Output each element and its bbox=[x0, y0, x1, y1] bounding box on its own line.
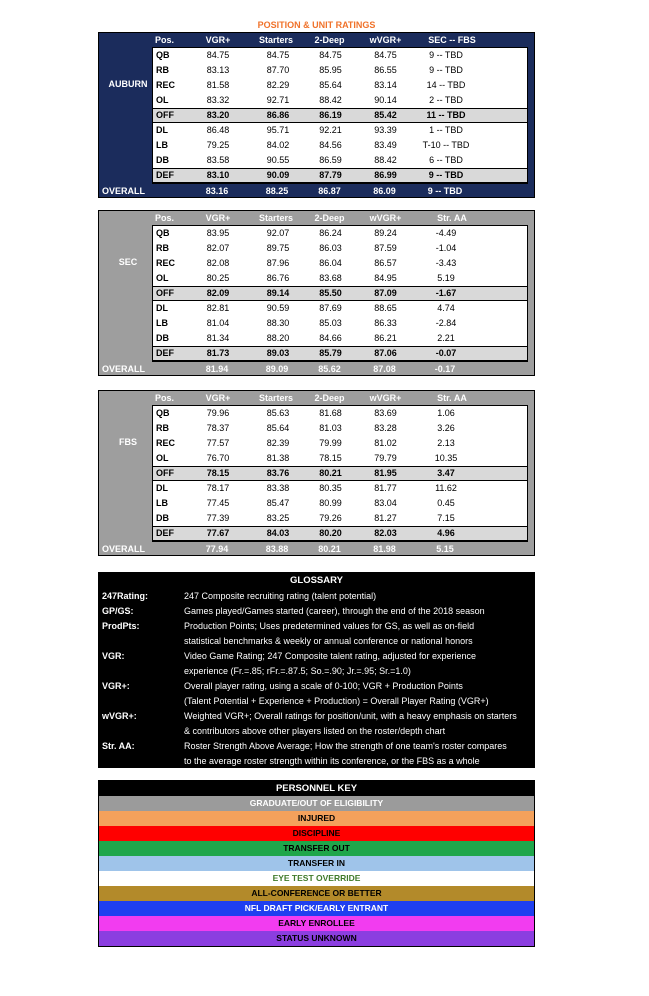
rating-cell: 1 -- TBD bbox=[429, 125, 463, 135]
position-label: RB bbox=[156, 243, 169, 253]
rating-cell: 0.45 bbox=[437, 498, 455, 508]
glossary-definition: statistical benchmarks & weekly or annual conference or national honors bbox=[184, 636, 473, 646]
rating-cell: 83.58 bbox=[206, 155, 230, 165]
personnel-key-item: GRADUATE/OUT OF ELIGIBILITY bbox=[99, 796, 534, 811]
rating-cell: 83.10 bbox=[206, 170, 230, 180]
rating-cell: 84.56 bbox=[319, 140, 342, 150]
rating-cell: 83.68 bbox=[319, 273, 342, 283]
rating-cell: 82.08 bbox=[206, 258, 230, 268]
sec-header-2: Starters bbox=[258, 213, 294, 223]
auburn-position-row bbox=[153, 93, 527, 108]
rating-cell: 85.63 bbox=[266, 408, 290, 418]
rating-cell: 79.99 bbox=[319, 438, 342, 448]
fbs-position-row bbox=[153, 496, 527, 511]
overall-cell: 80.21 bbox=[318, 544, 341, 554]
position-label: LB bbox=[156, 318, 168, 328]
glossary-term: wVGR+: bbox=[102, 711, 137, 721]
glossary-term: Str. AA: bbox=[102, 741, 135, 751]
glossary-definition: experience (Fr.=.85; rFr.=.87.5; So.=.90; Jr.=.95; Sr.=1.0) bbox=[184, 666, 411, 676]
rating-cell: 3.47 bbox=[437, 468, 455, 478]
auburn-position-row bbox=[153, 123, 527, 138]
auburn-position-row bbox=[153, 63, 527, 78]
rating-cell: 87.70 bbox=[266, 65, 290, 75]
rating-cell: 86.21 bbox=[374, 333, 397, 343]
rating-cell: 92.71 bbox=[266, 95, 290, 105]
fbs-header-5: Str. AA bbox=[437, 393, 467, 403]
rating-cell: 84.66 bbox=[319, 333, 342, 343]
auburn-subtotal-row bbox=[153, 108, 527, 123]
position-label: OFF bbox=[156, 288, 174, 298]
rating-cell: 85.95 bbox=[319, 65, 342, 75]
auburn-unit-table bbox=[152, 47, 528, 184]
rating-cell: 78.17 bbox=[206, 483, 230, 493]
overall-label: OVERALL bbox=[102, 186, 146, 196]
overall-label: OVERALL bbox=[102, 544, 146, 554]
glossary-definition: Weighted VGR+; Overall ratings for position/unit, with a heavy emphasis on starters bbox=[184, 711, 517, 721]
overall-cell: 83.88 bbox=[265, 544, 289, 554]
position-label: OL bbox=[156, 273, 169, 283]
rating-cell: 1.06 bbox=[437, 408, 455, 418]
overall-cell: 89.09 bbox=[265, 364, 289, 374]
overall-cell: 86.09 bbox=[373, 186, 396, 196]
auburn-ratings-panel bbox=[98, 32, 535, 198]
fbs-position-row bbox=[153, 436, 527, 451]
rating-cell: 81.95 bbox=[374, 468, 397, 478]
rating-cell: 80.21 bbox=[319, 468, 342, 478]
rating-cell: 88.30 bbox=[266, 318, 290, 328]
rating-cell: 77.45 bbox=[206, 498, 230, 508]
rating-cell: 6 -- TBD bbox=[429, 155, 463, 165]
rating-cell: 81.04 bbox=[206, 318, 230, 328]
auburn-header-0: Pos. bbox=[155, 35, 175, 45]
auburn-header-5: SEC -- FBS bbox=[428, 35, 476, 45]
personnel-key-item: TRANSFER IN bbox=[99, 856, 534, 871]
rating-cell: 90.55 bbox=[266, 155, 290, 165]
position-label: REC bbox=[156, 438, 176, 448]
sec-unit-table bbox=[152, 225, 528, 362]
rating-cell: -1.04 bbox=[435, 243, 457, 253]
rating-cell: 86.03 bbox=[319, 243, 342, 253]
glossary-definition: Video Game Rating; 247 Composite talent rating, adjusted for experience bbox=[184, 651, 477, 661]
position-label: LB bbox=[156, 140, 168, 150]
overall-cell: 83.16 bbox=[205, 186, 229, 196]
sec-subtotal-row bbox=[153, 286, 527, 301]
rating-cell: 89.03 bbox=[266, 348, 290, 358]
rating-cell: 81.34 bbox=[206, 333, 230, 343]
rating-cell: 81.38 bbox=[266, 453, 290, 463]
rating-cell: 9 -- TBD bbox=[429, 50, 463, 60]
sec-header-0: Pos. bbox=[155, 213, 175, 223]
sec-position-row bbox=[153, 331, 527, 346]
rating-cell: 83.04 bbox=[374, 498, 397, 508]
position-label: DEF bbox=[156, 348, 174, 358]
rating-cell: 9 -- TBD bbox=[429, 65, 463, 75]
rating-cell: 83.20 bbox=[206, 110, 230, 120]
fbs-position-row bbox=[153, 511, 527, 526]
auburn-header-3: 2-Deep bbox=[314, 35, 345, 45]
rating-cell: 81.68 bbox=[319, 408, 342, 418]
personnel-key-item: EARLY ENROLLEE bbox=[99, 916, 534, 931]
rating-cell: 83.38 bbox=[266, 483, 290, 493]
auburn-team-label: AUBURN bbox=[108, 79, 148, 89]
rating-cell: 88.20 bbox=[266, 333, 290, 343]
rating-cell: 3.26 bbox=[437, 423, 455, 433]
rating-cell: 83.25 bbox=[266, 513, 290, 523]
overall-cell: 87.08 bbox=[373, 364, 396, 374]
glossary-definition: & contributors above other players listed on the roster/depth chart bbox=[184, 726, 446, 736]
sec-position-row bbox=[153, 316, 527, 331]
glossary-definition: 247 Composite recruiting rating (talent potential) bbox=[184, 591, 377, 601]
rating-cell: 85.42 bbox=[374, 110, 397, 120]
fbs-header-4: wVGR+ bbox=[369, 393, 402, 403]
rating-cell: 84.02 bbox=[266, 140, 290, 150]
rating-cell: T-10 -- TBD bbox=[422, 140, 470, 150]
rating-cell: 87.09 bbox=[374, 288, 397, 298]
rating-cell: 84.75 bbox=[374, 50, 397, 60]
rating-cell: 80.25 bbox=[206, 273, 230, 283]
rating-cell: 82.29 bbox=[266, 80, 290, 90]
glossary-panel bbox=[98, 572, 535, 768]
glossary-definition: (Talent Potential + Experience + Production) = Overall Player Rating (VGR+) bbox=[184, 696, 489, 706]
position-label: OL bbox=[156, 95, 169, 105]
rating-cell: 78.15 bbox=[206, 468, 230, 478]
rating-cell: 95.71 bbox=[266, 125, 290, 135]
auburn-position-row bbox=[153, 48, 527, 63]
position-label: DEF bbox=[156, 170, 174, 180]
rating-cell: -2.84 bbox=[435, 318, 457, 328]
rating-cell: 87.59 bbox=[374, 243, 397, 253]
rating-cell: 79.96 bbox=[206, 408, 230, 418]
rating-cell: 80.99 bbox=[319, 498, 342, 508]
sec-position-row bbox=[153, 241, 527, 256]
rating-cell: 4.74 bbox=[437, 303, 455, 313]
fbs-header-2: Starters bbox=[258, 393, 294, 403]
glossary-definition: Roster Strength Above Average; How the strength of one team's roster compares bbox=[184, 741, 507, 751]
rating-cell: 84.95 bbox=[374, 273, 397, 283]
personnel-key-item: INJURED bbox=[99, 811, 534, 826]
rating-cell: 78.15 bbox=[319, 453, 342, 463]
rating-cell: 83.28 bbox=[374, 423, 397, 433]
glossary-definition: Games played/Games started (career), through the end of the 2018 season bbox=[184, 606, 485, 616]
position-label: OFF bbox=[156, 110, 174, 120]
personnel-key-title: PERSONNEL KEY bbox=[275, 783, 358, 794]
rating-cell: 90.09 bbox=[266, 170, 290, 180]
rating-cell: 81.03 bbox=[319, 423, 342, 433]
rating-cell: 76.70 bbox=[206, 453, 230, 463]
rating-cell: 81.02 bbox=[374, 438, 397, 448]
position-label: QB bbox=[156, 408, 170, 418]
personnel-key-panel bbox=[98, 780, 535, 947]
fbs-position-row bbox=[153, 451, 527, 466]
rating-cell: 89.14 bbox=[266, 288, 290, 298]
rating-cell: 2 -- TBD bbox=[429, 95, 463, 105]
rating-cell: 79.79 bbox=[374, 453, 397, 463]
position-label: RB bbox=[156, 65, 169, 75]
overall-cell: 88.25 bbox=[265, 186, 289, 196]
rating-cell: 77.57 bbox=[206, 438, 230, 448]
rating-cell: 7.15 bbox=[437, 513, 455, 523]
rating-cell: 85.03 bbox=[319, 318, 342, 328]
overall-cell: 86.87 bbox=[318, 186, 341, 196]
position-label: DB bbox=[156, 333, 169, 343]
rating-cell: 85.79 bbox=[319, 348, 342, 358]
rating-cell: 83.13 bbox=[206, 65, 230, 75]
auburn-header-2: Starters bbox=[258, 35, 294, 45]
glossary-definition: to the average roster strength within its conference, or the FBS as a whole bbox=[184, 756, 480, 766]
personnel-key-item: DISCIPLINE bbox=[99, 826, 534, 841]
rating-cell: 87.06 bbox=[374, 348, 397, 358]
rating-cell: 14 -- TBD bbox=[426, 80, 466, 90]
overall-cell: 77.94 bbox=[205, 544, 229, 554]
rating-cell: 81.77 bbox=[374, 483, 397, 493]
auburn-header-row bbox=[99, 35, 534, 46]
fbs-header-3: 2-Deep bbox=[314, 393, 345, 403]
rating-cell: 86.04 bbox=[319, 258, 342, 268]
sec-subtotal-row bbox=[153, 346, 527, 361]
rating-cell: 85.64 bbox=[319, 80, 342, 90]
rating-cell: 88.42 bbox=[374, 155, 397, 165]
position-label: OL bbox=[156, 453, 169, 463]
glossary-term: VGR+: bbox=[102, 681, 130, 691]
fbs-position-row bbox=[153, 481, 527, 496]
rating-cell: -0.07 bbox=[435, 348, 457, 358]
fbs-team-label: FBS bbox=[119, 437, 137, 447]
position-label: OFF bbox=[156, 468, 174, 478]
rating-cell: 87.79 bbox=[319, 170, 342, 180]
rating-cell: 82.07 bbox=[206, 243, 230, 253]
position-label: DB bbox=[156, 513, 169, 523]
overall-label: OVERALL bbox=[102, 364, 146, 374]
position-label: RB bbox=[156, 423, 169, 433]
rating-cell: 84.75 bbox=[206, 50, 230, 60]
personnel-key-item: ALL-CONFERENCE OR BETTER bbox=[99, 886, 534, 901]
sec-header-1: VGR+ bbox=[205, 213, 231, 223]
rating-cell: 85.47 bbox=[266, 498, 290, 508]
glossary-term: 247Rating: bbox=[102, 591, 149, 601]
rating-cell: -4.49 bbox=[435, 228, 457, 238]
sec-header-3: 2-Deep bbox=[314, 213, 345, 223]
rating-cell: 90.59 bbox=[266, 303, 290, 313]
rating-cell: 86.57 bbox=[374, 258, 397, 268]
overall-cell: 81.98 bbox=[373, 544, 396, 554]
rating-cell: 86.59 bbox=[319, 155, 342, 165]
sec-position-row bbox=[153, 226, 527, 241]
fbs-header-0: Pos. bbox=[155, 393, 175, 403]
rating-cell: 92.21 bbox=[319, 125, 342, 135]
sec-position-row bbox=[153, 256, 527, 271]
auburn-header-1: VGR+ bbox=[205, 35, 231, 45]
overall-cell: 9 -- TBD bbox=[427, 186, 463, 196]
overall-cell: 85.62 bbox=[318, 364, 341, 374]
rating-cell: 10.35 bbox=[434, 453, 458, 463]
rating-cell: 83.69 bbox=[374, 408, 397, 418]
personnel-key-item: NFL DRAFT PICK/EARLY ENTRANT bbox=[99, 901, 534, 916]
rating-cell: 86.99 bbox=[374, 170, 397, 180]
position-label: DEF bbox=[156, 528, 174, 538]
page-title: POSITION & UNIT RATINGS bbox=[257, 20, 376, 30]
rating-cell: 80.20 bbox=[319, 528, 342, 538]
glossary-title: GLOSSARY bbox=[290, 575, 343, 586]
fbs-position-row bbox=[153, 406, 527, 421]
personnel-key-item: STATUS UNKNOWN bbox=[99, 931, 534, 946]
rating-cell: 87.69 bbox=[319, 303, 342, 313]
rating-cell: 83.32 bbox=[206, 95, 230, 105]
rating-cell: 9 -- TBD bbox=[428, 170, 464, 180]
sec-ratings-panel bbox=[98, 210, 535, 376]
rating-cell: 86.86 bbox=[266, 110, 290, 120]
rating-cell: 93.39 bbox=[374, 125, 397, 135]
rating-cell: 11 -- TBD bbox=[426, 110, 466, 120]
rating-cell: 88.65 bbox=[374, 303, 397, 313]
glossary-term: VGR: bbox=[102, 651, 125, 661]
sec-header-4: wVGR+ bbox=[369, 213, 402, 223]
fbs-overall-row bbox=[99, 542, 534, 556]
position-label: LB bbox=[156, 498, 168, 508]
rating-cell: 85.50 bbox=[319, 288, 342, 298]
rating-cell: 83.49 bbox=[374, 140, 397, 150]
auburn-subtotal-row bbox=[153, 168, 527, 183]
rating-cell: 87.96 bbox=[266, 258, 290, 268]
sec-team-label: SEC bbox=[118, 257, 138, 267]
rating-cell: 4.96 bbox=[437, 528, 455, 538]
sec-overall-row bbox=[99, 362, 534, 376]
glossary-definition: Production Points; Uses predetermined values for GS, as well as on-field bbox=[184, 621, 475, 631]
rating-cell: 84.75 bbox=[266, 50, 290, 60]
auburn-position-row bbox=[153, 78, 527, 93]
rating-cell: 82.09 bbox=[206, 288, 230, 298]
rating-cell: 85.64 bbox=[266, 423, 290, 433]
fbs-position-row bbox=[153, 421, 527, 436]
fbs-subtotal-row bbox=[153, 526, 527, 541]
auburn-overall-row bbox=[99, 184, 534, 198]
rating-cell: 2.13 bbox=[437, 438, 455, 448]
rating-cell: 84.75 bbox=[319, 50, 342, 60]
rating-cell: 86.24 bbox=[319, 228, 342, 238]
position-label: REC bbox=[156, 80, 176, 90]
position-label: QB bbox=[156, 50, 170, 60]
rating-cell: 86.76 bbox=[266, 273, 290, 283]
glossary-term: ProdPts: bbox=[102, 621, 140, 631]
personnel-key-item: EYE TEST OVERRIDE bbox=[99, 871, 534, 886]
rating-cell: 86.19 bbox=[319, 110, 342, 120]
fbs-subtotal-row bbox=[153, 466, 527, 481]
auburn-header-4: wVGR+ bbox=[369, 35, 402, 45]
fbs-ratings-panel bbox=[98, 390, 535, 556]
rating-cell: 5.19 bbox=[437, 273, 455, 283]
rating-cell: 2.21 bbox=[437, 333, 455, 343]
auburn-position-row bbox=[153, 153, 527, 168]
overall-cell: -0.17 bbox=[434, 364, 456, 374]
sec-position-row bbox=[153, 301, 527, 316]
rating-cell: 89.75 bbox=[266, 243, 290, 253]
rating-cell: 86.55 bbox=[374, 65, 397, 75]
rating-cell: 82.39 bbox=[266, 438, 290, 448]
fbs-header-1: VGR+ bbox=[205, 393, 231, 403]
fbs-unit-table bbox=[152, 405, 528, 542]
rating-cell: 79.26 bbox=[319, 513, 342, 523]
rating-cell: 88.42 bbox=[319, 95, 342, 105]
rating-cell: 92.07 bbox=[266, 228, 290, 238]
rating-cell: 81.73 bbox=[206, 348, 230, 358]
rating-cell: 81.58 bbox=[206, 80, 230, 90]
sec-header-row bbox=[99, 213, 534, 224]
glossary-definition: Overall player rating, using a scale of 0-100; VGR + Production Points bbox=[184, 681, 463, 691]
rating-cell: 83.76 bbox=[266, 468, 290, 478]
rating-cell: 86.48 bbox=[206, 125, 230, 135]
rating-cell: 79.25 bbox=[206, 140, 230, 150]
rating-cell: 11.62 bbox=[435, 483, 457, 493]
position-label: REC bbox=[156, 258, 176, 268]
rating-cell: 83.95 bbox=[206, 228, 230, 238]
auburn-position-row bbox=[153, 138, 527, 153]
rating-cell: 77.67 bbox=[206, 528, 230, 538]
position-label: DB bbox=[156, 155, 169, 165]
position-label: DL bbox=[156, 483, 168, 493]
rating-cell: 90.14 bbox=[374, 95, 397, 105]
glossary-term: GP/GS: bbox=[102, 606, 134, 616]
rating-cell: 82.81 bbox=[206, 303, 230, 313]
personnel-key-item: TRANSFER OUT bbox=[99, 841, 534, 856]
sec-header-5: Str. AA bbox=[437, 213, 467, 223]
rating-cell: 86.33 bbox=[374, 318, 397, 328]
rating-cell: 81.27 bbox=[374, 513, 397, 523]
rating-cell: 77.39 bbox=[206, 513, 230, 523]
rating-cell: -1.67 bbox=[435, 288, 457, 298]
position-label: QB bbox=[156, 228, 170, 238]
sec-position-row bbox=[153, 271, 527, 286]
overall-cell: 81.94 bbox=[205, 364, 229, 374]
rating-cell: 83.14 bbox=[374, 80, 397, 90]
rating-cell: 84.03 bbox=[266, 528, 290, 538]
overall-cell: 5.15 bbox=[436, 544, 454, 554]
position-label: DL bbox=[156, 303, 168, 313]
rating-cell: 78.37 bbox=[206, 423, 230, 433]
position-label: DL bbox=[156, 125, 168, 135]
rating-cell: -3.43 bbox=[435, 258, 457, 268]
rating-cell: 80.35 bbox=[319, 483, 342, 493]
fbs-header-row bbox=[99, 393, 534, 404]
rating-cell: 82.03 bbox=[374, 528, 397, 538]
rating-cell: 89.24 bbox=[374, 228, 397, 238]
